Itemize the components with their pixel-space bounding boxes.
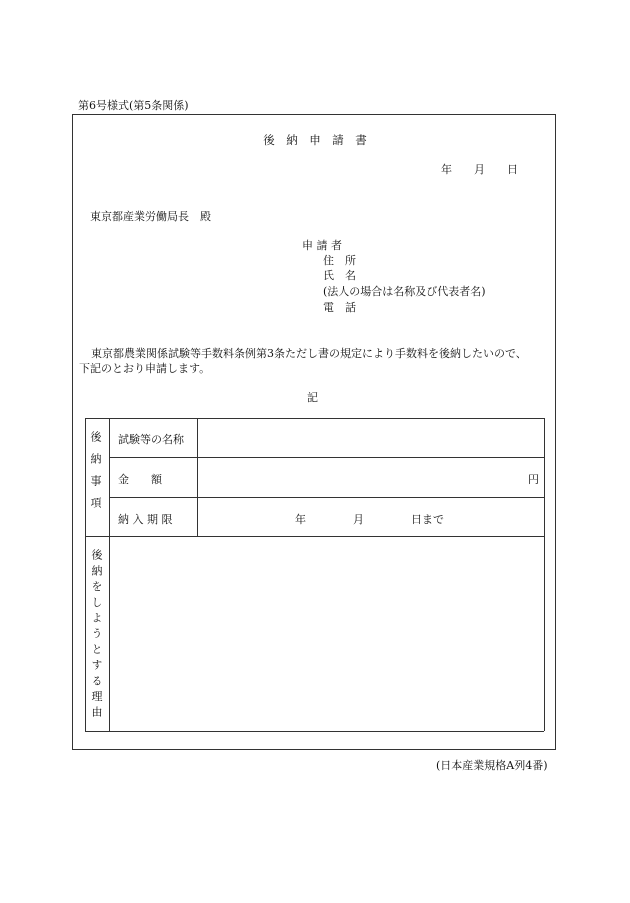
payment-deadline-value[interactable] [200,500,541,533]
paper-size-note: (日本産業規格A列4番) [436,759,548,772]
date-line: 年 月 日 [441,163,518,176]
row-label-amount: 金 額 [118,473,162,486]
page-title: 後 納 申 請 書 [263,133,367,147]
body-text-line1: 東京都農業関係試験等手数料条例第3条ただし書の規定により手数料を後納したいので、 [91,347,527,360]
applicant-label: 申 請 者 [302,239,342,252]
ki-heading: 記 [307,391,318,404]
row-label-payment-deadline: 納 入 期 限 [118,513,173,526]
reason-value[interactable] [112,539,541,728]
deadline-day-label: 日まで [411,513,444,526]
deadline-year-label: 年 [295,513,306,526]
section-label-reason: 後納をしようとする理由 [90,549,103,722]
applicant-phone-label: 電 話 [323,301,356,314]
exam-name-value[interactable] [200,421,541,454]
applicant-name-note: (法人の場合は名称及び代表者名) [323,285,486,298]
addressee: 東京都産業労働局長 殿 [90,210,211,223]
deadline-month-label: 月 [353,513,364,526]
section-label-deferred-items: 後納事項 [89,431,102,519]
row-label-exam-name: 試験等の名称 [118,433,184,446]
body-text-line2: 下記のとおり申請します。 [79,362,211,375]
form-number: 第6号様式(第5条関係) [78,99,189,112]
amount-unit: 円 [528,473,539,486]
applicant-name-label: 氏 名 [323,269,356,282]
applicant-address-label: 住 所 [323,254,356,267]
amount-value[interactable] [200,460,541,494]
